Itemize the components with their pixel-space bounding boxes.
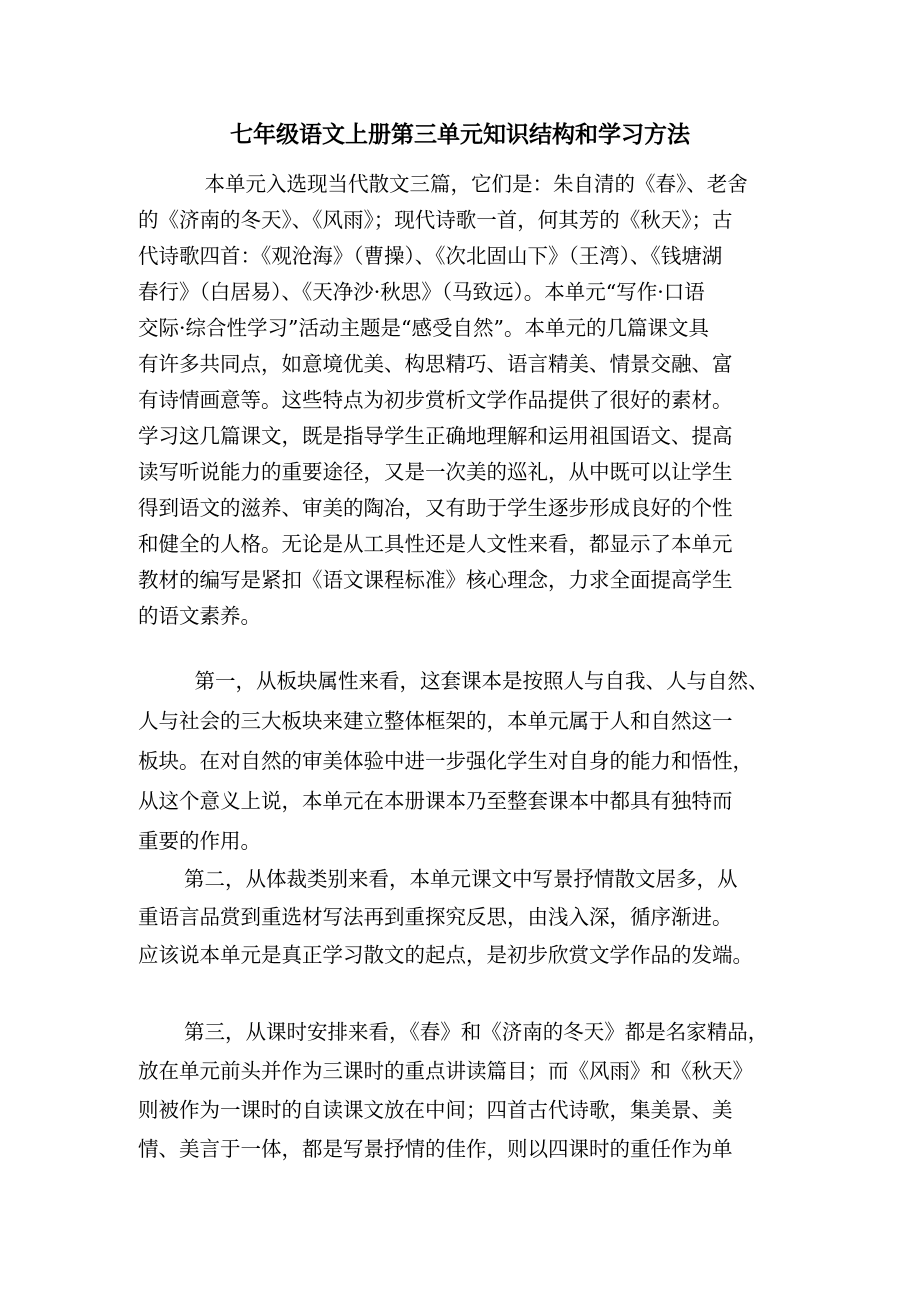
text-line: 和健全的人格。无论是从工具性还是人文性来看，都显示了本单元: [138, 532, 733, 556]
text-line: 板块。在对自然的审美体验中进一步强化学生对自身的能力和悟性，: [138, 749, 753, 773]
document-title: 七年级语文上册第三单元知识结构和学习方法: [230, 121, 690, 148]
text-line: 放在单元前头并作为三课时的重点讲读篇目；而《风雨》和《秋天》: [138, 1059, 753, 1083]
text-line: 交际·综合性学习”活动主题是“感受自然”。本单元的几篇课文具: [138, 316, 709, 340]
text-line: 第一，从板块属性来看，这套课本是按照人与自我、人与自然、: [174, 669, 769, 693]
text-line: 重语言品赏到重选材写法再到重探究反思，由浅入深，循序渐进。: [138, 905, 733, 929]
text-line: 得到语文的滋养、审美的陶冶，又有助于学生逐步形成良好的个性: [138, 496, 733, 520]
text-line: 代诗歌四首：《观沧海》（曹操）、《次北固山下》（王湾）、《钱塘湖: [138, 244, 723, 268]
text-line: 人与社会的三大板块来建立整体框架的，本单元属于人和自然这一: [138, 709, 733, 733]
text-line: 教材的编写是紧扣《语文课程标准》核心理念，力求全面提高学生: [138, 568, 733, 592]
text-line: 本单元入选现当代散文三篇，它们是：朱自清的《春》、老舍: [184, 172, 748, 196]
text-line: 第二，从体裁类别来看，本单元课文中写景抒情散文居多，从: [184, 867, 738, 891]
text-line: 则被作为一课时的自读课文放在中间；四首古代诗歌，集美景、美: [138, 1098, 733, 1122]
text-line: 读写听说能力的重要途径，又是一次美的巡礼，从中既可以让学生: [138, 460, 733, 484]
text-line: 有许多共同点，如意境优美、构思精巧、语言精美、情景交融、富: [138, 352, 733, 376]
text-line: 从这个意义上说，本单元在本册课本乃至整套课本中都具有独特而: [138, 789, 733, 813]
text-line: 有诗情画意等。这些特点为初步赏析文学作品提供了很好的素材。: [138, 388, 733, 412]
text-line: 情、美言于一体，都是写景抒情的佳作，则以四课时的重任作为单: [138, 1137, 733, 1161]
text-line: 春行》（白居易）、《天净沙·秋思》（马致远）。本单元“写作·口语: [138, 280, 705, 304]
text-line: 第三，从课时安排来看，《春》和《济南的冬天》都是名家精品，: [184, 1020, 769, 1044]
text-line: 应该说本单元是真正学习散文的起点，是初步欣赏文学作品的发端。: [138, 943, 753, 967]
text-line: 重要的作用。: [138, 829, 261, 853]
text-line: 的《济南的冬天》、《风雨》；现代诗歌一首，何其芳的《秋天》；古: [138, 208, 733, 232]
text-line: 的语文素养。: [138, 604, 261, 628]
text-line: 学习这几篇课文，既是指导学生正确地理解和运用祖国语文、提高: [138, 424, 733, 448]
